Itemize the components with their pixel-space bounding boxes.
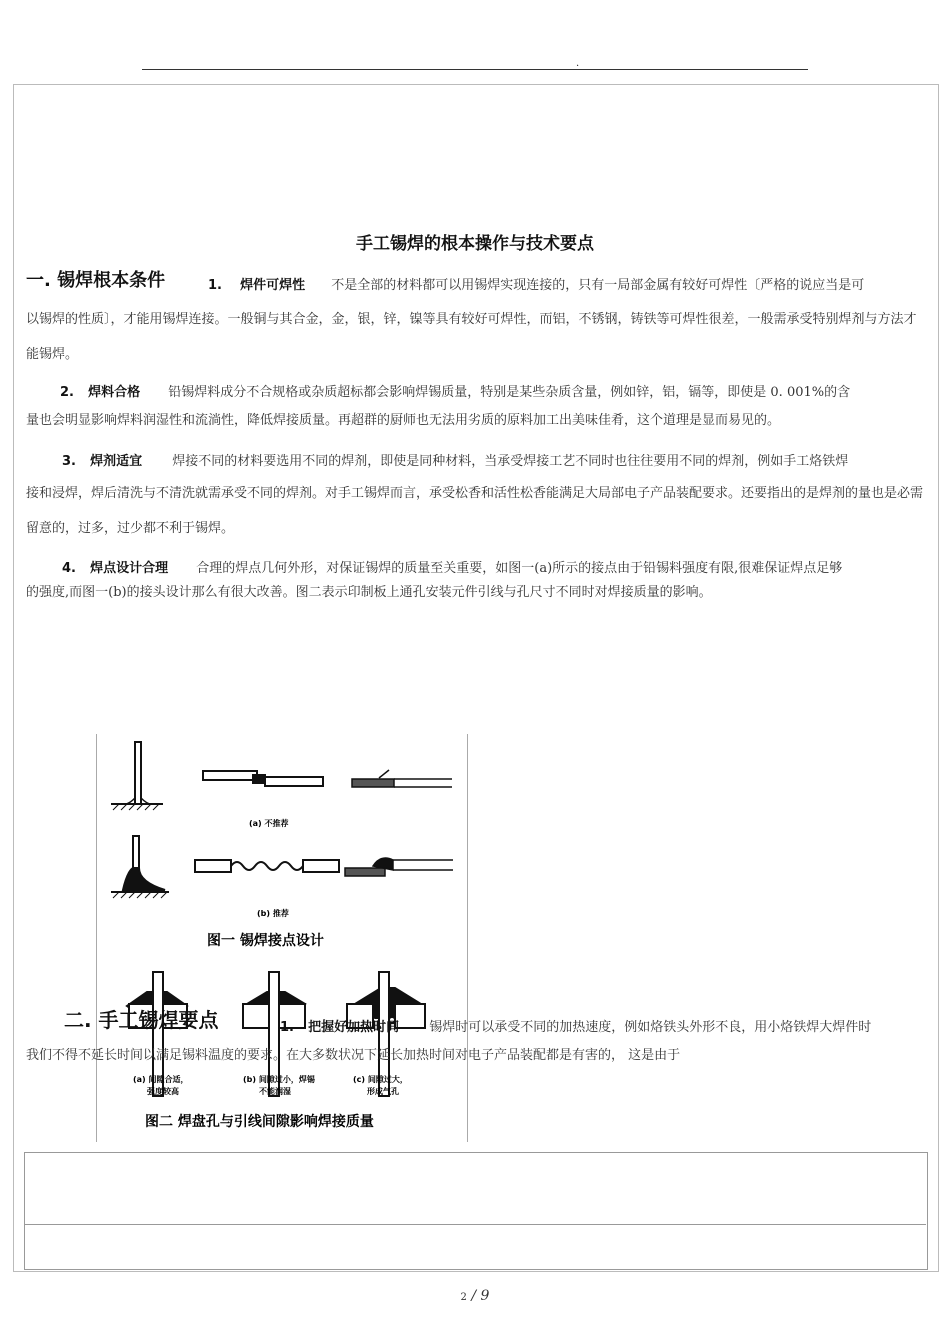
item4-text-rest: 的强度,而图一(b)的接头设计那么有很大改善。图二表示印制板上通孔安装元件引线与孔尺寸不同时对焊接质量的影响。 — [26, 585, 712, 600]
item2-text-start: 铅锡焊料成分不合规格或杂质超标都会影响焊锡质量，特别是某些杂质含量，例如锌，铝，镉等，即使是 0. 001%的含 — [168, 385, 851, 400]
section2-item1-label: 把握好加热时间 — [308, 1020, 400, 1035]
item2-label: 焊料合格 — [88, 385, 141, 400]
fig2-b-label-2: 不能润湿 — [259, 1087, 291, 1096]
section2-heading: 二. 手工锡焊要点 — [64, 1008, 219, 1032]
fig1b-twisted-joint — [195, 860, 339, 872]
fig1b-wire-joint — [345, 858, 453, 876]
item1-number: 1. — [208, 278, 222, 293]
section2-text-line2: 我们不得不延长时间以满足锡料温度的要求。在大多数状况下延长加热时间对电子产品装配都是有害的， 这是由于 — [26, 1048, 681, 1063]
item1-label: 焊件可焊性 — [240, 278, 306, 293]
page-number: 2 — [460, 1292, 467, 1303]
header-rule — [142, 69, 808, 70]
fig2-caption: 图二 焊盘孔与引线间隙影响焊接质量 — [145, 1114, 374, 1130]
fig1a-lap-joint — [203, 771, 323, 786]
figure-drawing — [97, 734, 467, 1142]
item3-text-start: 焊接不同的材料要选用不同的焊剂，即使是同种材料，当承受焊接工艺不同时也往往要用不同的焊剂，例如手工烙铁焊 — [172, 454, 849, 469]
page-separator: / — [466, 1288, 481, 1304]
fig1a-pin-diagram — [111, 742, 163, 810]
page-footer — [0, 1288, 950, 1304]
item3-label: 焊剂适宜 — [90, 454, 143, 469]
item4-number: 4. — [62, 561, 76, 576]
fig2-a-label-1: (a) 间隙合适， — [133, 1075, 189, 1084]
item2-first-line — [60, 381, 930, 400]
fig1b-pin-diagram — [111, 836, 169, 898]
item1-first-line — [208, 274, 928, 293]
fig2-a-label-2: 强度较高 — [147, 1087, 179, 1096]
item1-text-rest: 以锡焊的性质〕，才能用锡焊连接。一般铜与其合金，金，银，锌，镍等具有较好可焊性，而铝，不锈钢，铸铁等可焊性很差，一般需承受特别焊剂与方法才能锡焊。 — [26, 312, 917, 362]
item4-label: 焊点设计合理 — [90, 561, 169, 576]
section1-heading: 一. 锡焊根本条件 — [26, 270, 166, 291]
fig1-a-label: (a) 不推荐 — [249, 819, 289, 828]
item3-text-rest: 接和浸焊，焊后清洗与不清洗就需承受不同的焊剂。对手工锡焊而言，承受松香和活性松香能满足大局部电子产品装配要求。还要指出的是焊剂的量也是必需留意的，过多，过少都不利于锡焊。 — [26, 486, 924, 536]
header-dot: . — [576, 58, 580, 69]
fig1-caption: 图一 锡焊接点设计 — [207, 933, 324, 949]
section2-item1-text: 锡焊时可以承受不同的加热速度，例如烙铁头外形不良，用小烙铁焊大焊件时 — [429, 1020, 872, 1035]
fig2-c-label-1: (c) 间隙过大， — [353, 1075, 408, 1084]
section2-item1-number: 1. — [280, 1020, 294, 1035]
fig2-c-label-2: 形成气孔 — [367, 1087, 399, 1096]
item4-text-start: 合理的焊点几何外形，对保证锡焊的质量至关重要，如图一(a)所示的接点由于铅锡料强度有限,很难保证焊点足够 — [196, 561, 843, 576]
document-title: 手工锡焊的根本操作与技术要点 — [356, 234, 594, 254]
fig1-b-label: (b) 推荐 — [257, 909, 289, 918]
item2-number: 2. — [60, 385, 74, 400]
item4-first-line — [62, 557, 928, 576]
bottom-table-box — [24, 1152, 928, 1270]
fig2-b-label-1: (b) 间隙过小，焊锡 — [243, 1075, 315, 1084]
bottom-table-rule — [24, 1224, 926, 1225]
item3-number: 3. — [62, 454, 76, 469]
fig1a-wire-joint — [352, 770, 452, 787]
item1-text-start: 不是全部的材料都可以用锡焊实现连接的，只有一局部金属有较好可焊性〔严格的说应当是可 — [331, 278, 865, 293]
item3-first-line — [62, 450, 928, 469]
item2-text-rest: 量也会明显影响焊料润湿性和流淌性，降低焊接质量。再超群的厨师也无法用劣质的原料加工出美味佳肴，这个道理是显而易见的。 — [26, 413, 781, 428]
figure-image — [96, 734, 468, 1142]
section2-item1-line — [280, 1016, 930, 1035]
page-total: 9 — [480, 1288, 490, 1304]
